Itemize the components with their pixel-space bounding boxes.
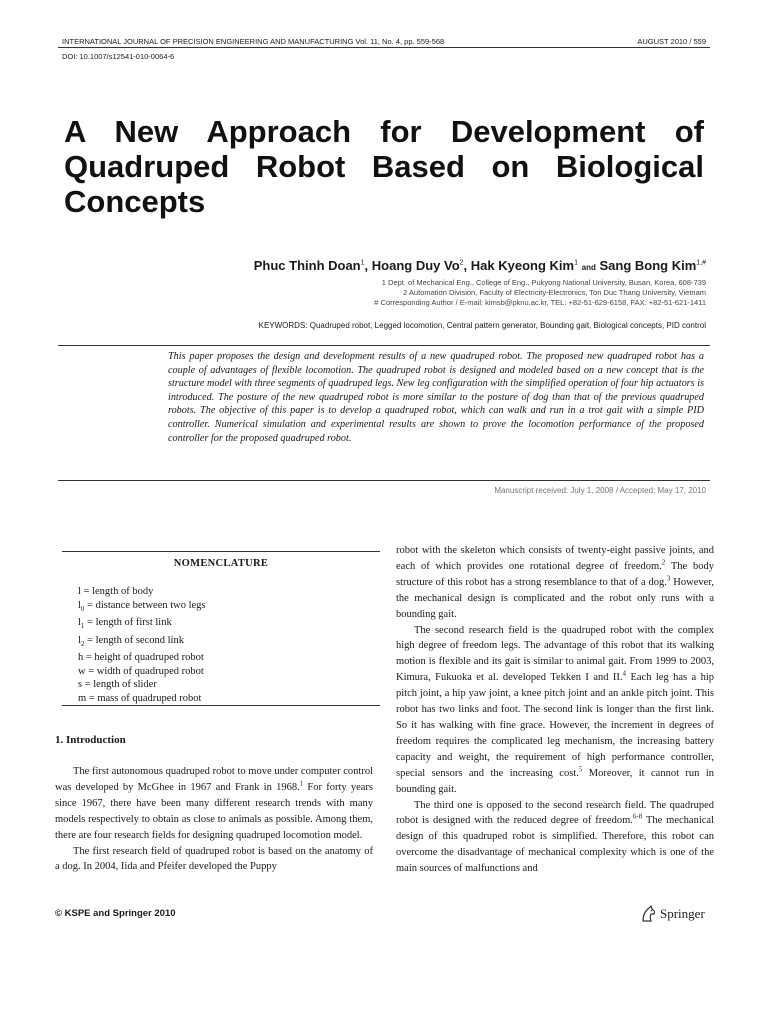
- author-list: Phuc Thinh Doan$^1$, Hoang Duy Vo$^2$, Hak Kyeong Kim$^1$ and Sang Bong Kim$^{1,\#}$: [253, 258, 706, 273]
- journal-header: INTERNATIONAL JOURNAL OF PRECISION ENGINEERING AND MANUFACTURING Vol. 11, No. 4, pp. 559-568: [62, 37, 445, 46]
- header-rule: [58, 47, 710, 48]
- author-3-sup: 1: [574, 259, 578, 267]
- title-line-1: A New Approach for Development of: [64, 114, 704, 149]
- paragraph: robot with the skeleton which consists of twenty-eight passive joints, and each of which provides one rotational degree of freedom.$^2$ The body structure of this robot has a strong resemblance to that of a dog.$^3$ However, the mechanical design is complicated and the robot only runs with a bounding gait.: [396, 545, 714, 620]
- author-2-sup: 2: [459, 259, 464, 267]
- nomenclature-item: $l_1$ = length of first link: [78, 617, 172, 631]
- author-2: Hoang Duy Vo: [371, 258, 460, 273]
- copyright: © KSPE and Springer 2010: [55, 908, 176, 919]
- springer-horse-icon: [640, 905, 656, 923]
- abstract-top-rule: [58, 345, 710, 346]
- nomenclature-title: NOMENCLATURE: [173, 558, 269, 569]
- nomenclature-list: [78, 585, 206, 705]
- paragraph: The third one is opposed to the second research field. The quadruped robot is designed with the reduced degree of freedom.$^{6-8}$ The mechanical design of this quadruped robot is simplified. Therefore, this robot can overcome the disadvantage of mechanical complexity which is one of the main sources of malfunctions and: [396, 799, 714, 875]
- body-column-left: [55, 764, 373, 875]
- nomenclature-bottom-rule: [62, 705, 380, 706]
- affiliations: [374, 278, 706, 308]
- abstract: This paper proposes the design and development results of a new quadruped robot. The proposed new quadruped robot has a couple of advantages of flexible locomotion. The quadruped robot is designed and modeled based on a new concept that is the structure model with three segments of quadruped legs. New leg configuration with the simplified operation of four hip actuators is introduced. The posture of the new quadruped robot is more similar to the posture of dog than that of the previous quadruped robots. The objective of this paper is to develop a quadruped robot, which can walk and run in a trot gait with a simple PID controller. Numerical simulation and experimental results are shown to prove the locomotion performance of the proposed controller for the proposed quadruped robot.: [168, 351, 704, 444]
- publisher-name: Springer: [660, 906, 705, 921]
- title-line-3: Concepts: [64, 184, 206, 219]
- doi: DOI: 10.1007/s12541-010-0064-6: [62, 52, 175, 61]
- affiliation-2: 2 Automation Division, Faculty of Electricity-Electronics, Ton Duc Thang University, Vietnam: [403, 288, 706, 297]
- section-heading-introduction: 1. Introduction: [55, 734, 126, 746]
- paper-title: [64, 114, 704, 219]
- nomenclature-item: h = height of quadruped robot: [78, 652, 204, 664]
- author-1-sup: 1: [360, 259, 365, 267]
- author-3: Hak Kyeong Kim: [470, 258, 575, 273]
- title-line-2: Quadruped Robot Based on Biological: [64, 149, 704, 184]
- author-4-sup: 1,#: [696, 259, 706, 267]
- keywords: KEYWORDS: Quadruped robot, Legged locomotion, Central pattern generator, Bounding gait, Biological concepts, PID control: [258, 321, 706, 330]
- nomenclature-item: $l_0$ = distance between two legs: [78, 599, 206, 613]
- nomenclature-item: w = width of quadruped robot: [78, 665, 204, 677]
- abstract-bottom-rule: [58, 480, 710, 481]
- nomenclature-top-rule: [62, 551, 380, 552]
- paragraph: The second research field is the quadruped robot with the complex high degree of freedom legs. The advantage of this robot that its walking motion is flexible and its gait is similar to animal gait. From 1999 to 2003, Kimura, Fukuoka et al. developed Tekken I and II.$^4$ Each leg has a hip pitch joint, a hip yaw joint, a knee pitch joint and an ankle pitch joint. This robot has two links and foot. The second link is longer than the first link. So it has walking with fine grace. However, the increment in degrees of freedom requires the complicated leg mechanism, the increasing battery capacity and weight, the requirement of high performance controller, special sensors and the increasing cost.$^5$ Moreover, it cannot run in bounding gait.: [396, 624, 715, 795]
- page-info: AUGUST 2010 / 559: [637, 37, 706, 46]
- affiliation-corresponding: # Corresponding Author / E-mail: kimsb@pknu.ac.kr, TEL: +82-51-629-6158, FAX: +82-51-621-1411: [374, 298, 706, 307]
- nomenclature-item: s = length of slider: [78, 679, 157, 691]
- publisher-logo: [640, 904, 705, 924]
- nomenclature-item: l = length of body: [78, 586, 154, 597]
- body-column-right: [396, 543, 714, 877]
- paragraph: The first research field of quadruped robot is based on the anatomy of a dog. In 2004, Iida and Pfeifer developed the Puppy: [55, 845, 373, 873]
- affiliation-1: 1 Dept. of Mechanical Eng., College of Eng., Pukyong National University, Busan, Korea, 608-739: [381, 278, 706, 287]
- author-4: Sang Bong Kim: [599, 258, 697, 273]
- nomenclature-item: $l_2$ = length of second link: [78, 634, 184, 648]
- manuscript-dates: Manuscript received: July 1, 2008 / Accepted: May 17, 2010: [494, 486, 706, 495]
- paragraph: The first autonomous quadruped robot to move under computer control was developed by McGhee in 1967 and Frank in 1968.$^1$ For forty years since 1967, there have been many different research trends with many models respectively to obtain as close to animals as possible. Among them, there are four research fields for designing quadruped locomotion model.: [55, 766, 374, 841]
- nomenclature-item: m = mass of quadruped robot: [78, 692, 202, 704]
- author-1: Phuc Thinh Doan: [253, 258, 361, 273]
- author-and: and: [581, 263, 596, 272]
